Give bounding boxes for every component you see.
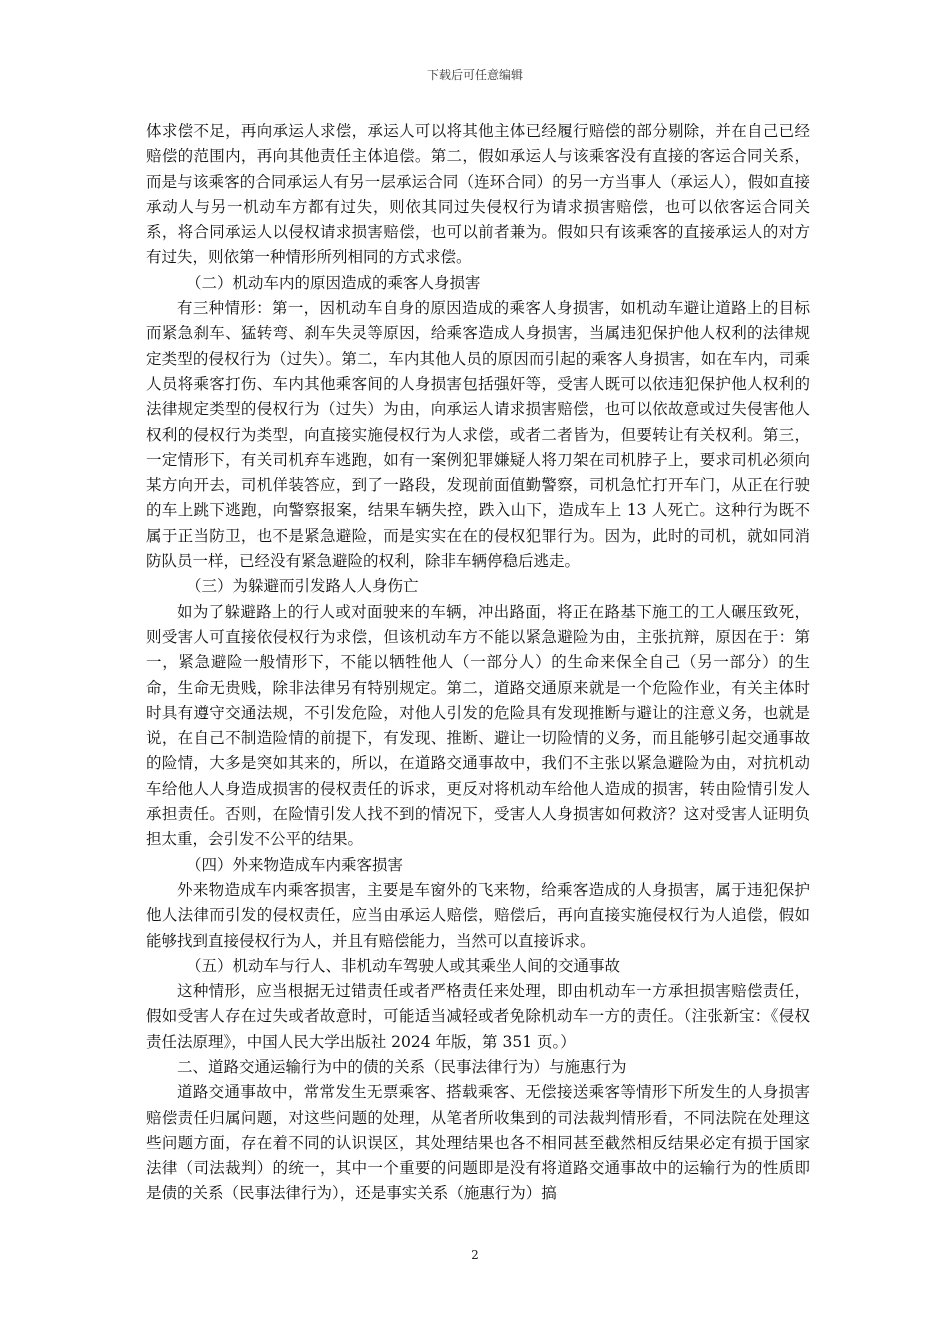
page-number: 2	[471, 1248, 479, 1262]
document-body	[146, 119, 810, 1207]
paragraph: 道路交通事故中，常常发生无票乘客、搭载乘客、无偿接送乘客等情形下所发生的人身损害赔偿责任归属问题，对这些问题的处理，从笔者所收集到的司法裁判情形看，不同法院在处理这些问题方面，存在着不同的认识误区，其处理结果也各不相同甚至截然相反结果必定有损于国家法律（司法裁判）的统一，其中一个重要的问题即是没有将道路交通事故中的运输行为的性质即是债的关系（民事法律行为），还是事实关系（施惠行为）搞	[146, 1083, 810, 1203]
section-heading-4: （四）外来物造成车内乘客损害	[186, 855, 404, 874]
section-heading-5: （五）机动车与行人、非机动车驾驶人或其乘坐人间的交通事故	[186, 956, 621, 975]
section-heading-2: （二）机动车内的原因造成的乘客人身损害	[186, 273, 481, 292]
paragraph: 这种情形，应当根据无过错责任或者严格责任来处理，即由机动车一方承担损害赔偿责任，假如受害人存在过失或者故意时，可能适当减轻或者免除机动车一方的责任。（注张新宝：《侵权责任法原理》，中国人民大学出版社 2024 年版，第 351 页。）	[146, 982, 810, 1051]
paragraph: 有三种情形：第一，因机动车自身的原因造成的乘客人身损害，如机动车避让道路上的目标而紧急刹车、猛转弯、刹车失灵等原因，给乘客造成人身损害，当属违犯保护他人权利的法律规定类型的侵权行为（过失）。第二，车内其他人员的原因而引起的乘客人身损害，如在车内，司乘人员将乘客打伤、车内其他乘客间的人身损害包括强奸等，受害人既可以依违犯保护他人权利的法律规定类型的侵权行为（过失）为由，向承运人请求损害赔偿，也可以依故意或过失侵害他人权利的侵权行为类型，向直接实施侵权行为人求偿，或者二者皆为，但要转让有关权利。第三，一定情形下，有关司机弃车逃跑，如有一案例犯罪嫌疑人将刀架在司机脖子上，要求司机必须向某方向开去，司机佯装答应，到了一路段，发现前面值勤警察，司机急忙打开车门，从正在行驶的车上跳下逃跑，向警察报案，结果车辆失控，跌入山下，造成车上 13 人死亡。这种行为既不属于正当防卫，也不是紧急避险，而是实实在在的侵权犯罪行为。因为，此时的司机，就如同消防队员一样，已经没有紧急避险的权利，除非车辆停稳后逃走。	[146, 299, 810, 571]
paragraph-continuation: 体求偿不足，再向承运人求偿，承运人可以将其他主体已经履行赔偿的部分剔除，并在自己已经赔偿的范围内，再向其他责任主体追偿。第二，假如承运人与该乘客没有直接的客运合同关系，而是与该乘客的合同承运人有另一层承运合同（连环合同）的另一方当事人（承运人），假如直接承动人与另一机动车方都有过失，则依其同过失侵权行为请求损害赔偿，也可以依客运合同关系，将合同承运人以侵权请求损害赔偿，也可以前者兼为。假如只有该乘客的直接承运人的对方有过失，则依第一种情形所列相同的方式求偿。	[146, 122, 810, 267]
page-header: 下载后可任意编辑	[426, 68, 523, 82]
paragraph: 外来物造成车内乘客损害，主要是车窗外的飞来物，给乘客造成的人身损害，属于违犯保护他人法律而引发的侵权责任，应当由承运人赔偿，赔偿后，再向直接实施侵权行为人追偿，假如能够找到直接侵权行为人，并且有赔偿能力，当然可以直接诉求。	[146, 880, 810, 950]
section-heading-3: （三）为躲避而引发路人人身伤亡	[186, 577, 419, 596]
paragraph: 如为了躲避路上的行人或对面驶来的车辆，冲出路面，将正在路基下施工的工人碾压致死，则受害人可直接依侵权行为求偿，但该机动车方不能以紧急避险为由，主张抗辩，原因在于：第一，紧急避险一般情形下，不能以牺牲他人（一部分人）的生命来保全自己（另一部分）的生命，生命无贵贱，除非法律另有特别规定。第二，道路交通原来就是一个危险作业，有关主体时时具有遵守交通法规，不引发危险，对他人引发的危险具有发现推断与避让的注意义务，也就是说，在自己不制造险情的前提下，有发现、推断、避让一切险情的义务，而且能够引起交通事故的险情，大多是突如其来的，所以，在道路交通事故中，我们不主张以紧急避险为由，对抗机动车给他人人身造成损害的侵权责任的诉求，更反对将机动车给他人造成的损害，转由险情引发人承担责任。否则，在险情引发人找不到的情况下，受害人人身损害如何救济？这对受害人证明负担太重，会引发不公平的结果。	[146, 602, 810, 849]
chapter-heading: 二、道路交通运输行为中的债的关系（民事法律行为）与施惠行为	[177, 1057, 627, 1076]
